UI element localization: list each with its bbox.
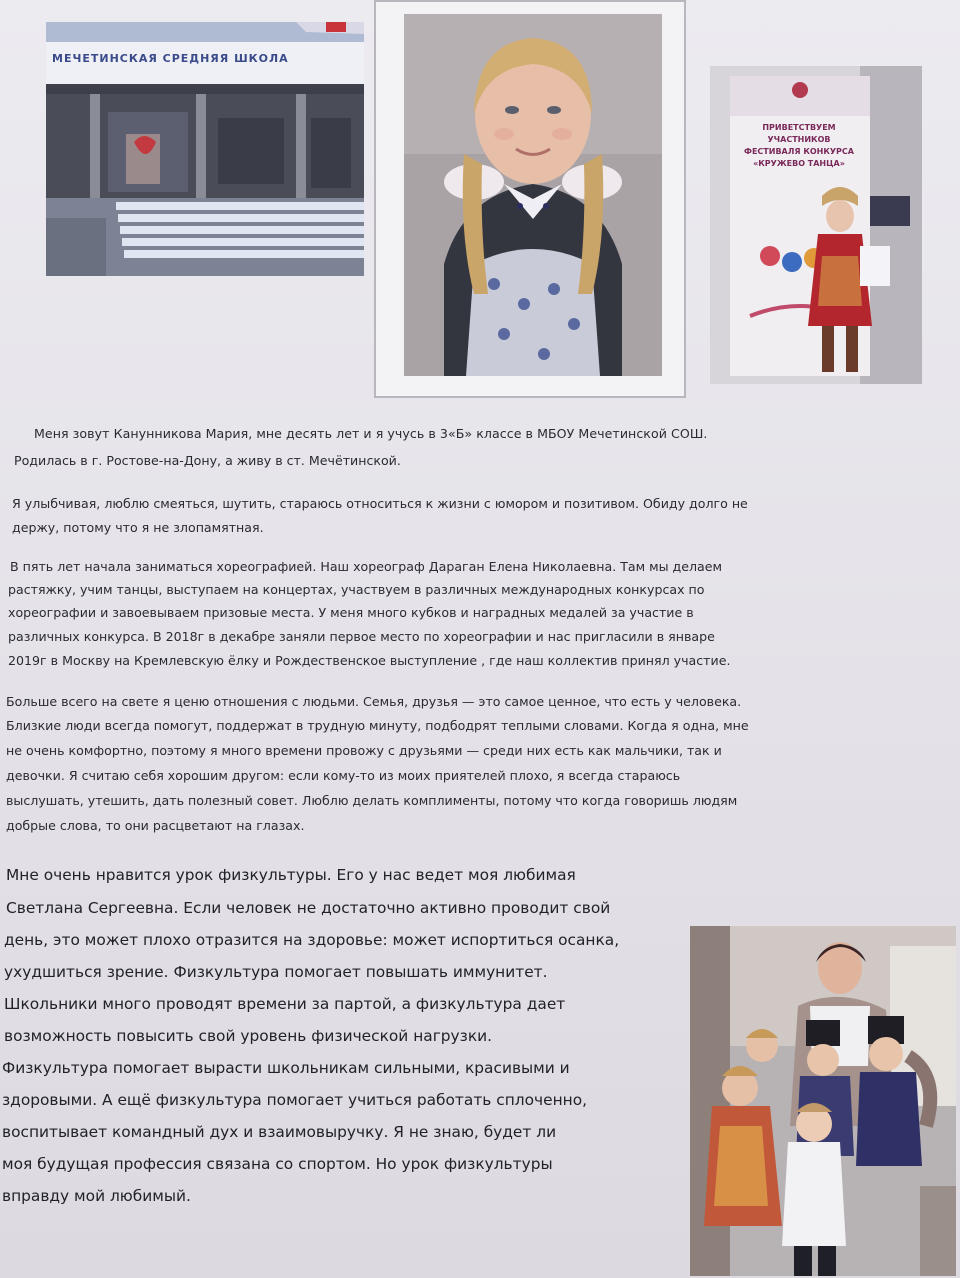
p1-line2: Родилась в г. Ростове-на-Дону, а живу в ст. Мечётинской. [14, 453, 401, 468]
p4-line6: добрые слова, то они расцветают на глазах. [6, 818, 305, 833]
p5-line9: воспитывает командный дух и взаимовыручку. Я не знаю, будет ли [2, 1123, 557, 1141]
p3-line1: В пять лет начала заниматься хореографией. Наш хореограф Дараган Елена Николаевна. Там мы делаем [10, 559, 723, 574]
p4-line2: Близкие люди всегда помогут, поддержат в трудную минуту, подбодрят теплыми словами. Когда я одна, мне [6, 718, 749, 733]
p3-line2: растяжку, учим танцы, выступаем на концертах, участвуем в различных международных конкурсах по [8, 582, 705, 597]
p4-line3: не очень комфортно, поэтому я много времени провожу с друзьями — среди них есть как мальчики, так и [6, 743, 722, 758]
p2-line2: держу, потому что я не злопамятная. [12, 520, 264, 535]
p5-line1: Мне очень нравится урок физкультуры. Его у нас ведет моя любимая [6, 866, 576, 884]
p5-line8: здоровыми. А ещё физкультура помогает учиться работать сплоченно, [2, 1091, 588, 1109]
p5-line10: моя будущая профессия связана со спортом. Но урок физкультуры [2, 1155, 553, 1173]
dance-contest-photo [710, 66, 922, 384]
contest-banner-text: ПРИВЕТСТВУЕМ УЧАСТНИКОВ ФЕСТИВАЛЯ КОНКУРСА «КРУЖЕВО ТАНЦА» [744, 123, 854, 168]
p4-line1: Больше всего на свете я ценю отношения с людьми. Семья, друзья — это самое ценное, что есть у человека. [6, 694, 742, 709]
p3-line4: различных конкурса. В 2018г в декабре заняли первое место по хореографии и нас пригласили в январе [8, 629, 715, 644]
teacher-with-children-photo [690, 926, 956, 1276]
p5-line7: Физкультура помогает вырасти школьникам сильными, красивыми и [2, 1059, 570, 1077]
school-sign-text: МЕЧЕТИНСКАЯ СРЕДНЯЯ ШКОЛА [52, 52, 289, 65]
school-building-photo [46, 22, 364, 276]
p3-line3: хореографии и завоевываем призовые места. У меня много кубков и наградных медалей за участие в [8, 605, 694, 620]
p5-line4: ухудшиться зрение. Физкультура помогает повышать иммунитет. [4, 963, 548, 981]
p1-line1: Меня зовут Канунникова Мария, мне десять лет и я учусь в 3«Б» классе в МБОУ Мечетинской СОШ. [34, 426, 708, 441]
p5-line2: Светлана Сергеевна. Если человек не достаточно активно проводит свой [6, 899, 611, 917]
p4-line4: девочки. Я считаю себя хорошим другом: если кому-то из моих приятелей плохо, я всегда стараюсь [6, 768, 681, 783]
girl-portrait-photo [404, 14, 662, 376]
p5-line11: вправду мой любимый. [2, 1187, 191, 1205]
p3-line5: 2019г в Москву на Кремлевскую ёлку и Рождественское выступление , где наш коллектив принял участие. [8, 653, 731, 668]
p2-line1: Я улыбчивая, люблю смеяться, шутить, стараюсь относиться к жизни с юмором и позитивом. Обиду долго не [12, 496, 748, 511]
p5-line5: Школьники много проводят времени за партой, а физкультура дает [4, 995, 566, 1013]
p5-line3: день, это может плохо отразится на здоровье: может испортиться осанка, [4, 931, 620, 949]
p4-line5: выслушать, утешить, дать полезный совет. Люблю делать комплименты, потому что когда говоришь людям [6, 793, 738, 808]
p5-line6: возможность повысить свой уровень физической нагрузки. [4, 1027, 493, 1045]
